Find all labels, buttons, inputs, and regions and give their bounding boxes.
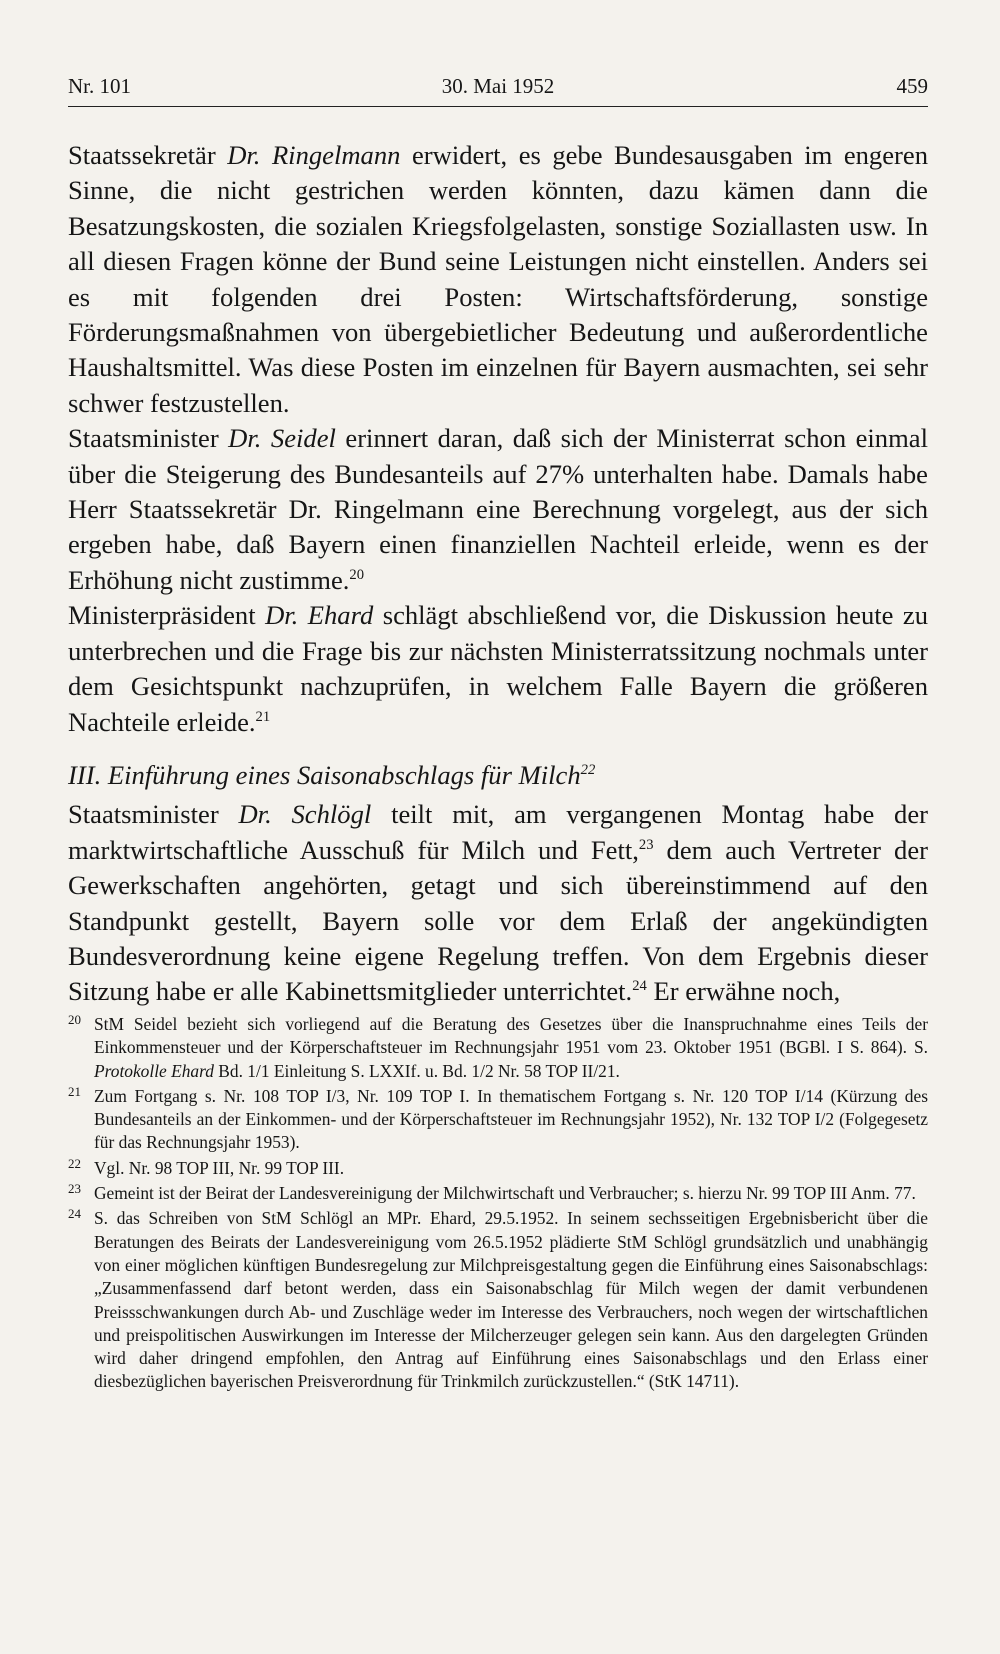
- footnote-24: [68, 1207, 928, 1393]
- section-heading: [68, 758, 928, 793]
- footnote-23: [68, 1182, 928, 1205]
- header-date: 30. Mai 1952: [441, 74, 555, 98]
- paragraph-text: erwidert, es gebe Bundesausgaben im engeren Sinne, die nicht gestrichen werden könnten, dazu kämen dann die Besatzungskosten, die sozialen Kriegsfolgelasten, sonstige Soziallasten usw. In all diesen Fragen könne der Bund seine Leistungen nicht einstellen. Anders sei es mit folgenden drei Posten: Wirtschaftsförderung, sonstige Förderungsmaßnahmen von übergebietlicher Bedeutung und außerordentliche Haushaltsmittel. Was diese Posten im einzelnen für Bayern ausmachten, sei sehr schwer festzustellen.: [68, 140, 928, 418]
- document-number: Nr. 101: [68, 74, 131, 98]
- paragraph-text: dem auch Vertreter der Gewerkschaften angehörten, getagt und sich übereinstimmend auf den Standpunkt gestellt, Bayern solle vor dem Erlaß der angekündigten Bundesverordnung keine eigene Regelung treffen. Von dem Ergebnis dieser Sitzung habe er alle Kabinettsmitglieder unterrichtet.: [68, 834, 928, 1007]
- paragraph-text: Er erwähne noch,: [646, 976, 841, 1007]
- main-text: [68, 138, 928, 1010]
- footnote-20: [68, 1013, 928, 1083]
- paragraph-ringelmann: [68, 138, 928, 421]
- footnotes: [68, 1013, 928, 1396]
- speaker-name: Dr. Ringelmann: [227, 140, 401, 170]
- footnote-italic: Protokolle Ehard: [94, 1060, 214, 1081]
- footnote-number: 21: [68, 1083, 81, 1099]
- paragraph-text: teilt mit, am vergangenen Montag habe der marktwirtschaftliche Ausschuß für Milch und Fett,: [68, 799, 928, 865]
- footnote-ref-23[interactable]: 23: [638, 836, 654, 853]
- speaker-name: Dr. Schlögl: [238, 799, 372, 830]
- paragraph-ehard: [68, 598, 928, 740]
- speaker-role: Staatsminister: [68, 799, 239, 830]
- paragraph-schloegl: [68, 797, 928, 1009]
- footnote-number: 23: [68, 1181, 81, 1197]
- speaker-role: Staatsminister: [68, 423, 229, 454]
- paragraph-text: schlägt abschließend vor, die Diskussion heute zu unterbrechen und die Frage bis zur nächsten Ministerratssitzung nochmals unter dem Gesichtspunkt nachzuprüfen, in welchem Falle Bayern die größeren Nachteile erleide.: [68, 600, 929, 737]
- footnote-ref-22[interactable]: 22: [580, 762, 596, 779]
- footnote-text: Zum Fortgang s. Nr. 108 TOP I/3, Nr. 109 TOP I. In thematischem Fortgang s. Nr. 120 TOP I/14 (Kürzung des Bundesanteils an der Einkommen- und der Körperschaftsteuer im Rechnungsjahr 1952), Nr. 132 TOP I/2 (Folgegesetz für das Rechnungsjahr 1953).: [94, 1085, 928, 1153]
- speaker-name: Dr. Ehard: [265, 600, 374, 631]
- running-header: [68, 74, 928, 107]
- speaker-role: Ministerpräsident: [68, 600, 266, 631]
- footnote-text: Vgl. Nr. 98 TOP III, Nr. 99 TOP III.: [94, 1157, 345, 1178]
- speaker-role: Staatssekretär: [68, 140, 228, 170]
- footnote-text: StM Seidel bezieht sich vorliegend auf die Beratung des Gesetzes über die Inanspruchnahme eines Teils der Einkommensteuer und der Körperschaftsteuer im Rechnungsjahr 1951 vom 23. Oktober 1951 (BGBl. I S. 864). S.: [94, 1014, 928, 1058]
- footnote-number: 20: [68, 1012, 81, 1027]
- page-number: 459: [896, 74, 928, 98]
- footnote-number: 22: [68, 1155, 81, 1171]
- speaker-name: Dr. Seidel: [228, 423, 336, 454]
- footnote-text: Gemeint ist der Beirat der Landesvereinigung der Milchwirtschaft und Verbraucher; s. hierzu Nr. 99 TOP III Anm. 77.: [94, 1183, 916, 1204]
- footnote-number: 24: [68, 1206, 81, 1222]
- footnote-ref-24[interactable]: 24: [632, 978, 647, 995]
- paragraph-text: erinnert daran, daß sich der Ministerrat schon einmal über die Steigerung des Bundesanteils auf 27% unterhalten habe. Damals habe Herr Staatssekretär Dr. Ringelmann eine Berechnung vorgelegt, aus der sich ergeben habe, daß Bayern einen finanziellen Nachteil erleide, wenn es der Erhöhung nicht zustimme.: [68, 423, 928, 595]
- section-heading-text: III. Einführung eines Saisonabschlags für Milch: [68, 759, 581, 790]
- footnote-ref-21[interactable]: 21: [255, 708, 271, 725]
- footnote-ref-20[interactable]: 20: [349, 567, 365, 584]
- paragraph-seidel: [68, 421, 928, 598]
- footnote-text: Bd. 1/1 Einleitung S. LXXIf. u. Bd. 1/2 Nr. 58 TOP II/21.: [213, 1060, 620, 1081]
- footnote-21: [68, 1085, 928, 1155]
- footnote-text: S. das Schreiben von StM Schlögl an MPr. Ehard, 29.5.1952. In seinem sechsseitigen Ergebnisbericht über die Beratungen des Beirats der Landesvereinigung vom 26.5.1952 plädierte StM Schlögl grundsätzlich und unabhängig von einer möglichen künftigen Bundesregelung zur Milchpreisgestaltung gegen die Einführung eines Saisonabschlags: „Zusammenfassend darf betont werden, dass ein Saisonabschlag für Milch wegen der damit verbundenen Preissschwankungen durch Ab- und Zuschläge weder im Interesse des Verbrauchers, noch wegen der wirtschaftlichen und preispolitischen Auswirkungen im Interesse der Milcherzeuger gelegen sein kann. Aus den dargelegten Gründen wird daher dringend empfohlen, den Antrag auf Einführung eines Saisonabschlags und den Erlass einer diesbezüglichen bayerischen Preisverordnung für Trinkmilch zurückzustellen.“ (StK 14711).: [94, 1208, 928, 1392]
- footnote-22: [68, 1157, 928, 1180]
